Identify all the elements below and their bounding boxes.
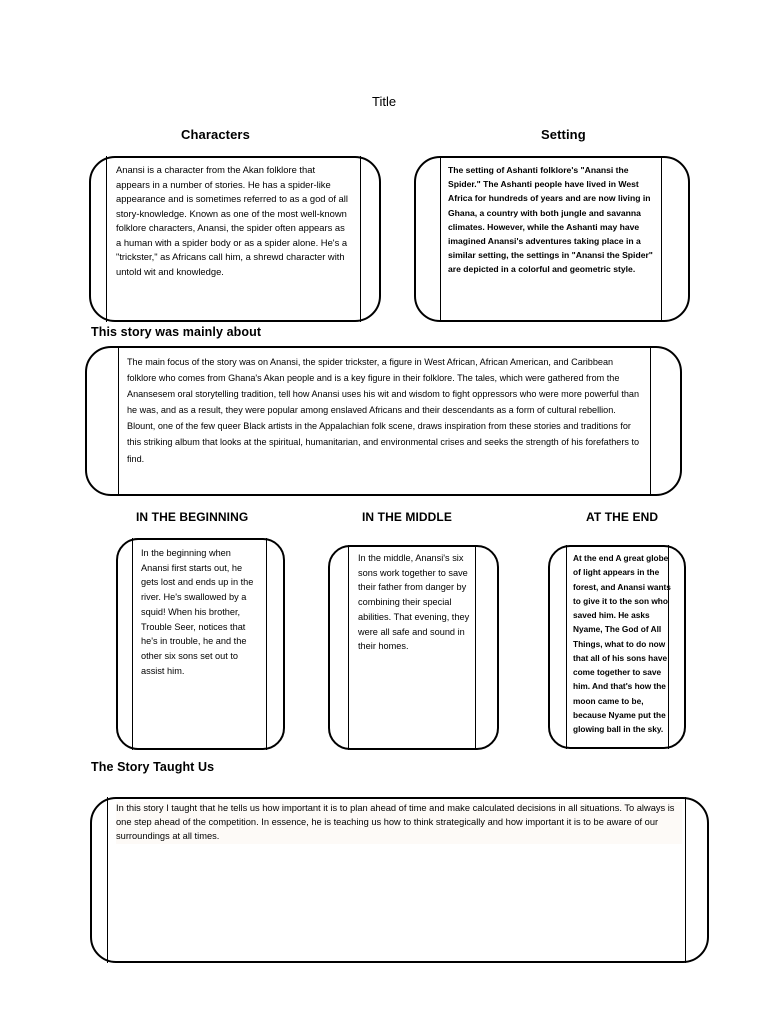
mainly-about-heading: This story was mainly about [91,325,262,339]
end-text: At the end A great globe of light appears in the forest, and Anansi wants to give it to the son who saved him. He asks Nyame, The God of All Things, what to do now that all of his sons have come together to save him. And that's how the moon came to be, because Nyame put the glowing ball in the sky. [573,553,671,735]
taught-us-box [90,797,709,963]
mainly-about-text: The main focus of the story was on Anansi, the spider trickster, a figure in West African, African American, and Caribbean folklore who comes from Ghana's Akan people and is a key figure in their folklore. The tales, which were gathered from the Anansesem oral storytelling tradition, tell how Anansi uses his wit and wisdom to fight oppressors who were more powerful than he was, and as a result, they were popular among enslaved Africans and their descendants as a form of cultural rebellion. Blount, one of the few queer Black artists in the Appalachian folk scene, draws inspiration from these stories and traditions for this striking album that looks at the spiritual, humanitarian, and environmental crises and seeks the strength of his forefathers to find. [127,357,640,464]
characters-heading: Characters [181,127,250,142]
end-box [548,545,686,749]
setting-heading: Setting [541,127,586,142]
middle-text: In the middle, Anansi's six sons work together to save their father from danger by combining their special abilities. That evening, they were all safe and sound in their homes. [358,553,470,652]
middle-box [328,545,499,750]
taught-us-heading: The Story Taught Us [91,760,215,774]
characters-text: Anansi is a character from the Akan folklore that appears in a number of stories. He has a spider-like appearance and is sometimes referred to as a god of all story-knowledge. Known as one of the most well-known folklore characters, Anansi, the spider often appears as a human with a spider body or as a spider alone. He's a "trickster," as Africans call him, a shrewd character with untold wit and knowledge. [116,164,348,278]
setting-box [414,156,690,322]
beginning-box [116,538,285,750]
characters-box [89,156,381,322]
taught-us-text: In this story I taught that he tells us how important it is to plan ahead of time and make calculated decisions in all situations. To always is one step ahead of the competition. In essence, he is teaching us how to think strategically and how important it is to be aware of our surroundings at all times. [116,802,682,844]
end-heading: AT THE END [586,510,659,524]
beginning-text: In the beginning when Anansi first starts out, he gets lost and ends up in the river. He's swallowed by a squid! When his brother, Trouble Seer, notices that he's in trouble, he and the other six sons set out to assist him. [141,548,254,676]
setting-text: The setting of Ashanti folklore's "Anansi the Spider." The Ashanti people have lived in West Africa for hundreds of years and are now living in Ghana, a country with both jungle and savanna climates. However, while the Ashanti may have imagined Anansi's adventures taking place in a similar setting, the settings in "Anansi the Spider" are depicted in a colorful and geometric style. [448,165,653,275]
beginning-heading: IN THE BEGINNING [136,510,249,524]
middle-heading: IN THE MIDDLE [362,510,452,524]
mainly-about-box [85,346,682,496]
page-title: Title [372,94,397,109]
